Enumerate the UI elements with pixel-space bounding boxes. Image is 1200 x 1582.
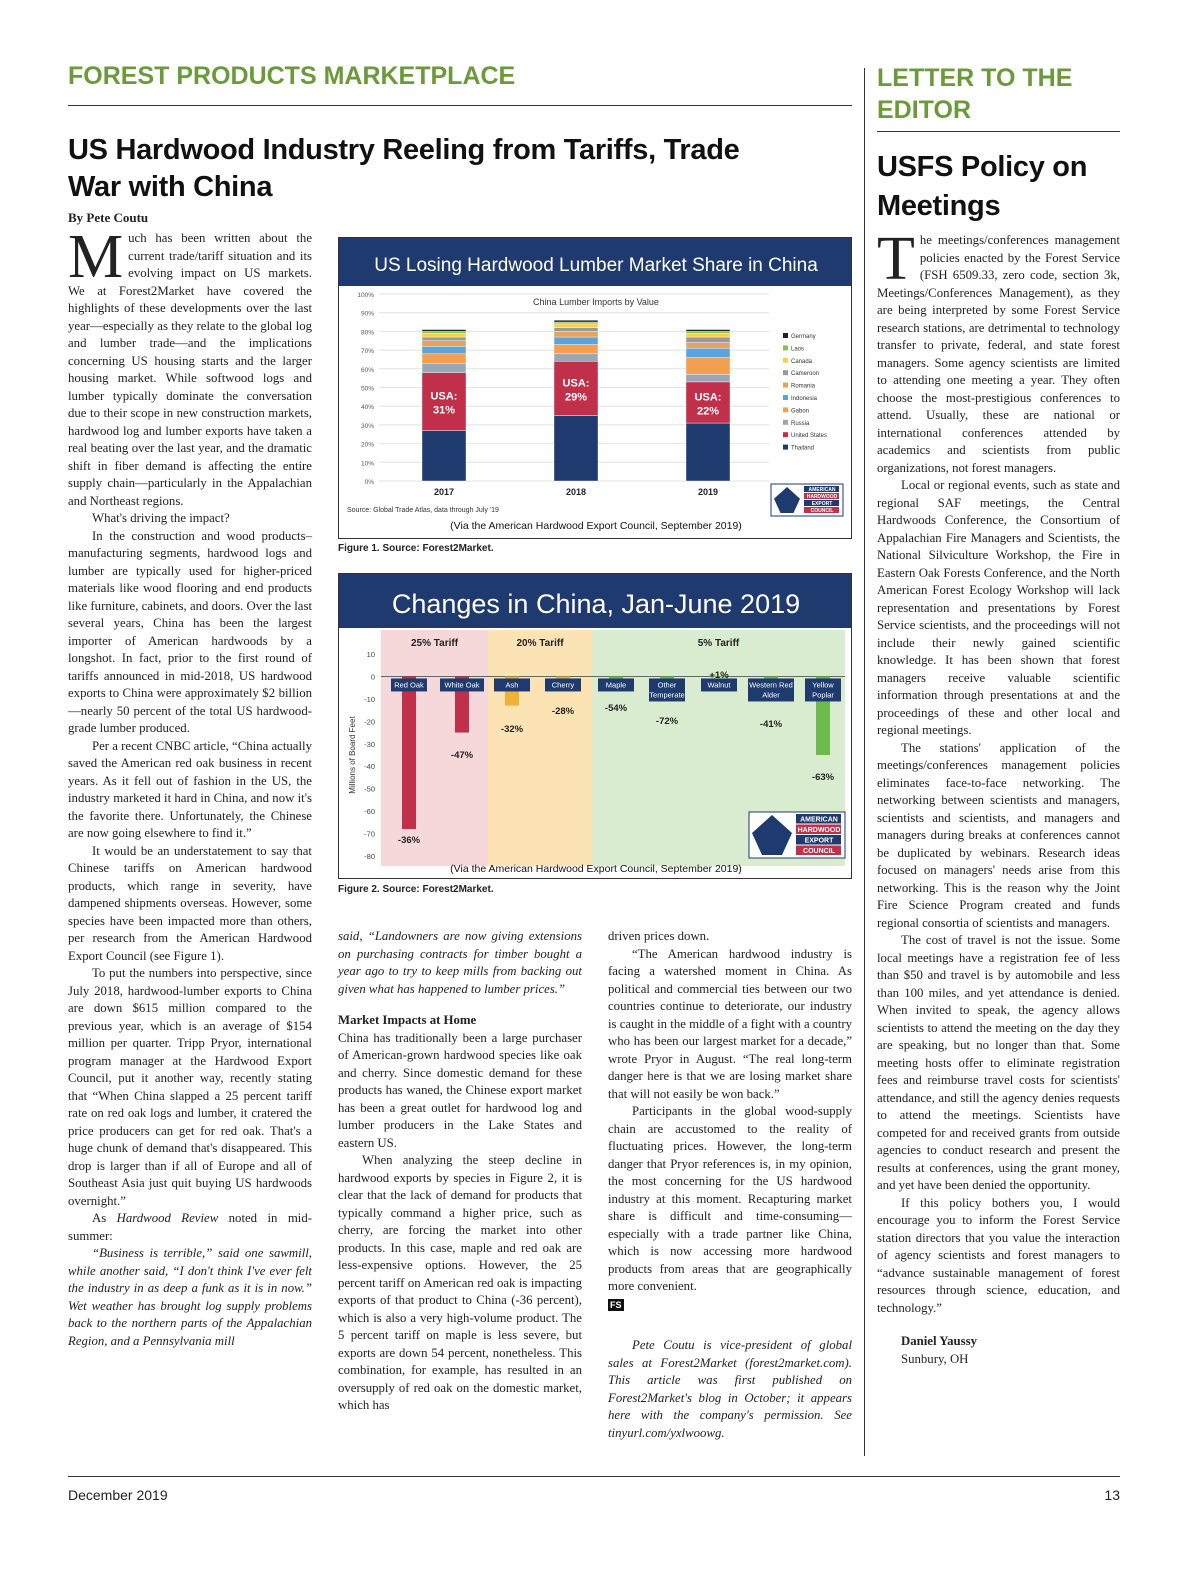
figure-1-caption: Figure 1. Source: Forest2Market.	[338, 543, 494, 554]
usa-label: USA:	[430, 390, 458, 403]
stacked-bar-segment	[554, 322, 598, 324]
legend-label: United States	[791, 433, 828, 440]
value-label: -47%	[450, 750, 474, 761]
paragraph: Per a recent CNBC article, “China actually saved the American red oak business in recent years. As it fell out of fashion in the US, the industry marketed it hard in China, and now it's the favorite there. Unfortunately, the Chinese are now going elsewhere to find it.”	[68, 738, 312, 840]
y-tick-label: 80%	[360, 329, 374, 337]
chart-subtitle: China Lumber Imports by Value	[533, 297, 659, 307]
y-tick-label: -70	[364, 829, 375, 839]
stacked-bar-segment	[422, 341, 466, 347]
category-label: Ash	[505, 680, 519, 690]
tariff-label: 25% Tariff	[410, 638, 459, 649]
dropcap: T	[877, 225, 915, 293]
legend-label: Thailand	[791, 445, 815, 452]
paragraph: driven prices down.	[608, 929, 710, 943]
paragraph: uch has been written about the current trade/tariff situation and its evolving impact on US markets. We at Forest2Market have covered the highlights of these developments over the last year—especially as they relate to the global log and lumber trade—and the implications concerning US housing starts and the larger housing market. While softwood logs and lumber typically dominate the conversation due to their scope in new construction markets, hardwood log and lumber exports have taken a real beating over the last year, and the dramatic shift in fiber demand is affecting the entire supply chain—particularly in the Appalachian and Northeast regions.	[68, 231, 312, 508]
legend-label: Gabon	[791, 408, 810, 415]
stacked-bar-segment	[422, 333, 466, 337]
y-tick-label: -50	[364, 784, 375, 794]
y-tick-label: 60%	[360, 366, 374, 374]
end-mark	[608, 1296, 852, 1314]
chart-credit: (Via the American Hardwood Export Council, September 2019)	[450, 520, 742, 532]
stacked-bar-segment	[554, 328, 598, 332]
x-tick-label: 2019	[697, 487, 719, 497]
category-label: Maple	[605, 680, 627, 690]
value-label: -32%	[500, 724, 524, 735]
logo-text: AMERICAN	[800, 816, 838, 824]
market-share-chart	[339, 238, 852, 539]
legend-swatch	[783, 358, 788, 363]
stacked-bar-segment	[686, 331, 730, 333]
stacked-bar-segment	[554, 416, 598, 481]
y-tick-label: -30	[364, 739, 375, 749]
logo-text: HARDWOOD	[797, 827, 841, 835]
stacked-bar-segment	[554, 354, 598, 361]
stacked-bar-segment	[422, 331, 466, 333]
legend-swatch	[783, 432, 788, 437]
stacked-bar-segment	[422, 354, 466, 363]
stacked-bar-segment	[554, 344, 598, 353]
stacked-bar-segment	[686, 358, 730, 375]
tariff-band	[381, 630, 488, 866]
stacked-bar-segment	[686, 337, 730, 343]
usa-label: USA:	[562, 377, 590, 390]
stacked-bar-segment	[686, 423, 730, 481]
chart-title: US Losing Hardwood Lumber Market Share in China	[374, 255, 818, 276]
article-column-1	[68, 223, 313, 1350]
paragraph: he meetings/conferences management policies enacted by the Forest Service (FSH 6509.33, zero code, section 3k, Meetings/Conferences Management), as they are being interpreted by some Forest Service research stations, are detrimental to technology transfer to private, federal, and state forest managers. Some agency scientists are limited to attending one meeting a year. They often choose the most-prestigious conferences to attend. Usually, these are national or international conferences attended by academics and scientists from public organizations, not forest managers.	[877, 233, 1120, 475]
y-tick-label: -60	[364, 807, 375, 817]
y-tick-label: 40%	[360, 404, 374, 412]
usa-share-label: 22%	[696, 405, 720, 418]
paragraph: It would be an understatement to say that Chinese tariffs on American hardwood products, which range in severity, have dampened shipments overseas. However, some species have been impacted more than others, per research from the American Hardwood Export Council (see Figure 1).	[68, 843, 312, 963]
legend-swatch	[783, 333, 788, 338]
stacked-bar-segment	[422, 363, 466, 372]
value-label: -54%	[604, 703, 628, 714]
byline: By Pete Coutu	[68, 210, 149, 225]
dropcap: M	[68, 223, 124, 291]
category-label: Red Oak	[394, 680, 424, 690]
legend-label: Russia	[791, 420, 810, 427]
paragraph: When analyzing the steep decline in hardwood exports by species in Figure 2, it is clear that the lack of demand for products that typically command a higher price, such as cherry, are forcing the market into other products. In this case, maple and red oak are less-expensive options. However, the 25 percent tariff on American red oak is impacting exports of that product to China (-36 percent), which is also a very high-volume product. The 5 percent tariff on maple is less severe, but exports are down 54 percent, nonetheless. This combination, for example, has resulted in an oversupply of red oak on the domestic market, which has	[338, 1153, 582, 1412]
paragraph: The cost of travel is not the issue. Some local meetings have a registration fee of less than $50 and travel is by automobile and less than 100 miles, and yet attendance is denied. When invited to speak, the agency allows scientists to attend the meeting on the day they are speaking, but no longer than that. Some meeting hosts offer to eliminate registration fees and reimburse travel costs for scientists' attendance, and still the agency denies requests to attend the meetings. Scientists have competed for and received grants from outside agencies to conduct research and present the results at conferences, using the grant money, and yet have been denied the opportunity.	[877, 933, 1120, 1192]
stacked-bar-segment	[554, 320, 598, 322]
legend-label: Indonesia	[791, 396, 818, 402]
y-tick-label: 0	[370, 672, 375, 682]
chart-title: Changes in China, Jan-June 2019	[391, 589, 801, 619]
y-tick-label: -20	[364, 717, 375, 727]
stacked-bar-segment	[422, 346, 466, 353]
legend-swatch	[783, 420, 788, 425]
footer-date: December 2019	[68, 1487, 168, 1503]
chart-credit: (Via the American Hardwood Export Council, September 2019)	[450, 863, 742, 875]
legend-swatch	[783, 395, 788, 400]
paragraph: Local or regional events, such as state and regional SAF meetings, the Central Hardwoods Conference, the Consortium of Appalachian Fire Managers and Scientists, the National Silviculture Workshop, the Fire in Eastern Oak Forests Conference, and the North American Forest Ecology Workshop will lack representation and presentations by Forest Service scientists, and the proceedings will not include their newly gained scientific knowledge. It has been shown that forest managers receive valuable scientific information through presentations at and the proceedings of these and other local and regional meetings.	[877, 478, 1120, 737]
x-tick-label: 2017	[433, 487, 455, 497]
stacked-bar-segment	[422, 337, 466, 341]
footer-rule	[68, 1476, 1120, 1477]
value-label: -72%	[655, 716, 679, 727]
category-label: Temperate	[649, 690, 685, 700]
usa-label: USA:	[694, 391, 722, 404]
y-tick-label: 70%	[360, 348, 374, 356]
chart-source: Source: Global Trade Atlas, data through July '19	[347, 507, 499, 514]
signature: Daniel Yaussy	[901, 1334, 977, 1348]
stacked-bar-segment	[422, 330, 466, 332]
paragraph: To put the numbers into perspective, since July 2018, hardwood-lumber exports to China are down $615 million compared to the previous year, which is an average of $154 million per quarter. Tripp Pryor, international program manager at the Hardwood Export Council, put it another way, recently stating that “When China slapped a 25 percent tariff rate on red oak logs and lumber, it cratered the price producers can get for red oak. That's a huge chunk of demand that's disappeared. This drop is larger than if all of Europe and all of Southeast Asia just quit buying US hardwoods overnight.”	[68, 966, 312, 1208]
stacked-bar-segment	[686, 330, 730, 332]
category-label: Cherry	[551, 680, 575, 690]
y-tick-label: 0%	[364, 479, 374, 486]
value-label: -28%	[551, 706, 575, 717]
category-label: White Oak	[444, 680, 480, 690]
paragraph: Participants in the global wood-supply chain are accustomed to the reality of fluctuating prices. However, the long-term danger that Pryor references is, in my opinion, the most concerning for the US hardwood industry at this moment. Recapturing market share is difficult and time-consuming—especially with a trade partner like China, which is now accessing more hardwood products from areas that are geographically more convenient.	[608, 1104, 852, 1293]
legend-swatch	[783, 370, 788, 375]
value-label: -63%	[811, 772, 835, 783]
stacked-bar-segment	[554, 324, 598, 328]
legend-label: Germany	[791, 334, 816, 340]
y-tick-label: 90%	[360, 310, 374, 318]
legend-swatch	[783, 407, 788, 412]
paragraph: What's driving the impact?	[92, 511, 230, 525]
legend-label: Romania	[791, 383, 816, 390]
y-tick-label: 100%	[357, 292, 374, 299]
category-label: Western Red	[749, 680, 793, 690]
paragraph: In the construction and wood products–manufacturing segments, hardwood logs and lumber are typically used for higher-priced materials like wood flooring and end products like furniture, cabinets, and doors. Over the last several years, China has been the largest importer of American hardwoods by a longshot. In fact, prior to the first round of tariffs announced in mid-2018, US hardwood exports to China were approximately $2 billion—nearly 50 percent of the total US hardwood-grade lumber produced.	[68, 528, 312, 735]
category-label: Yellow	[812, 680, 834, 690]
legend-label: Canada	[791, 358, 813, 365]
subhead: Market Impacts at Home	[338, 1013, 477, 1027]
article-title: US Hardwood Industry Reeling from Tariffs, Trade War with China	[68, 134, 740, 203]
author-bio: Pete Coutu is vice-president of global sales at Forest2Market (forest2market.com). This article was first published on Forest2Market's blog in October; it appears here with the company's permission. See tinyurl.com/yxlwoowg.	[608, 1338, 852, 1440]
y-axis-label: Millions of Board Feet	[348, 716, 357, 794]
logo-text: EXPORT	[811, 501, 833, 508]
article-column-3	[608, 928, 852, 1442]
figure-1	[338, 237, 852, 539]
y-tick-label: 30%	[360, 422, 374, 430]
y-tick-label: -40	[364, 762, 375, 772]
tariff-band	[488, 630, 592, 866]
value-label: -36%	[397, 835, 421, 846]
bar	[402, 676, 416, 829]
category-label: Alder	[762, 690, 780, 700]
paragraph: China has traditionally been a large purchaser of American-grown hardwood species like oak and cherry. Since domestic demand for these products has waned, the Chinese export market has been a great outlet for hardwood log and lumber producers in the Lake States and eastern US.	[338, 1030, 582, 1150]
stacked-bar-segment	[686, 348, 730, 357]
legend-label: Laos	[791, 346, 805, 353]
logo-text: AMERICAN	[808, 487, 836, 494]
letter-section-header: LETTER TO THE EDITOR	[877, 64, 1073, 124]
stacked-bar-segment	[422, 431, 466, 481]
value-label: -41%	[759, 719, 783, 730]
logo-text: COUNCIL	[810, 508, 834, 515]
letter-section-rule	[877, 131, 1120, 132]
fs-end-mark: FS	[610, 1299, 622, 1310]
figure-2-caption: Figure 2. Source: Forest2Market.	[338, 884, 494, 895]
location: Sunbury, OH	[901, 1351, 969, 1366]
tariff-label: 5% Tariff	[697, 638, 740, 649]
usa-share-label: 29%	[564, 391, 588, 404]
letter-title: USFS Policy on Meetings	[877, 151, 1088, 222]
usa-share-label: 31%	[432, 404, 456, 417]
section-rule	[68, 105, 852, 106]
species-change-chart	[339, 574, 852, 879]
y-tick-label: -10	[364, 694, 375, 704]
legend-swatch	[783, 345, 788, 350]
letter-body	[877, 225, 1120, 1368]
legend-swatch	[783, 383, 788, 388]
tariff-label: 20% Tariff	[516, 638, 564, 649]
quote-paragraph: said, “Landowners are now giving extensions on purchasing contracts for timber bought a year ago to try to keep mills from backing out given what has happened to lumber prices.”	[338, 929, 582, 996]
stacked-bar-segment	[686, 374, 730, 381]
paragraph: If this policy bothers you, I would encourage you to inform the Forest Service station directors that you value the interaction of agency scientists and forest managers to “advance sustainable management of forest resources through science, education, and technology.”	[877, 1195, 1120, 1315]
category-label: Walnut	[707, 680, 731, 690]
page-number: 13	[1104, 1487, 1120, 1503]
y-tick-label: -80	[364, 852, 375, 861]
x-tick-label: 2018	[565, 487, 587, 497]
paragraph: As Hardwood Review noted in mid-summer:	[68, 1211, 313, 1243]
y-tick-label: 10%	[360, 460, 374, 468]
y-tick-label: 50%	[360, 385, 374, 393]
y-tick-label: 10	[366, 650, 375, 659]
stacked-bar-segment	[554, 331, 598, 337]
stacked-bar-segment	[686, 343, 730, 349]
category-label: Poplar	[812, 690, 834, 700]
logo-text: EXPORT	[804, 837, 834, 845]
legend-swatch	[783, 445, 788, 450]
section-header: FOREST PRODUCTS MARKETPLACE	[68, 62, 516, 90]
article-column-2	[338, 928, 582, 1415]
legend-label: Cameroon	[791, 371, 820, 378]
stacked-bar-segment	[554, 337, 598, 344]
category-label: Other	[657, 680, 677, 690]
quote-paragraph: “Business is terrible,” said one sawmill, while another said, “I don't think I've ever felt the industry in as deep a funk as it is in now.” Wet weather has brought log supply problems back to the northern parts of the Appalachian Region, and a Pennsylvania mill	[68, 1246, 312, 1348]
column-divider	[864, 68, 865, 1456]
paragraph: The stations' application of the meetings/conferences management policies eliminates face-to-face networking. The networking between scientists and managers, scientists and scientists, and managers and managers during breaks at conferences cannot be duplicated by webinars. Research ideas focused on managers' needs arise from this networking. This is the reason why the Joint Fire Science Program created and funds regional consortia of scientists and managers.	[877, 740, 1120, 930]
paragraph: “The American hardwood industry is facing a watershed moment in China. As political and commercial ties between our two countries continue to deteriorate, our industry is caught in the middle of a fight with a country who has been our largest market for a decade,” wrote Pryor in August. “The real long-term danger here is that we are losing market share that will not easily be won back.”	[608, 946, 852, 1101]
logo-text: HARDWOOD	[806, 494, 838, 501]
y-tick-label: 20%	[360, 441, 374, 449]
figure-2	[338, 573, 852, 879]
logo-text: COUNCIL	[803, 848, 835, 856]
stacked-bar-segment	[686, 333, 730, 337]
value-label: +1%	[709, 670, 729, 681]
